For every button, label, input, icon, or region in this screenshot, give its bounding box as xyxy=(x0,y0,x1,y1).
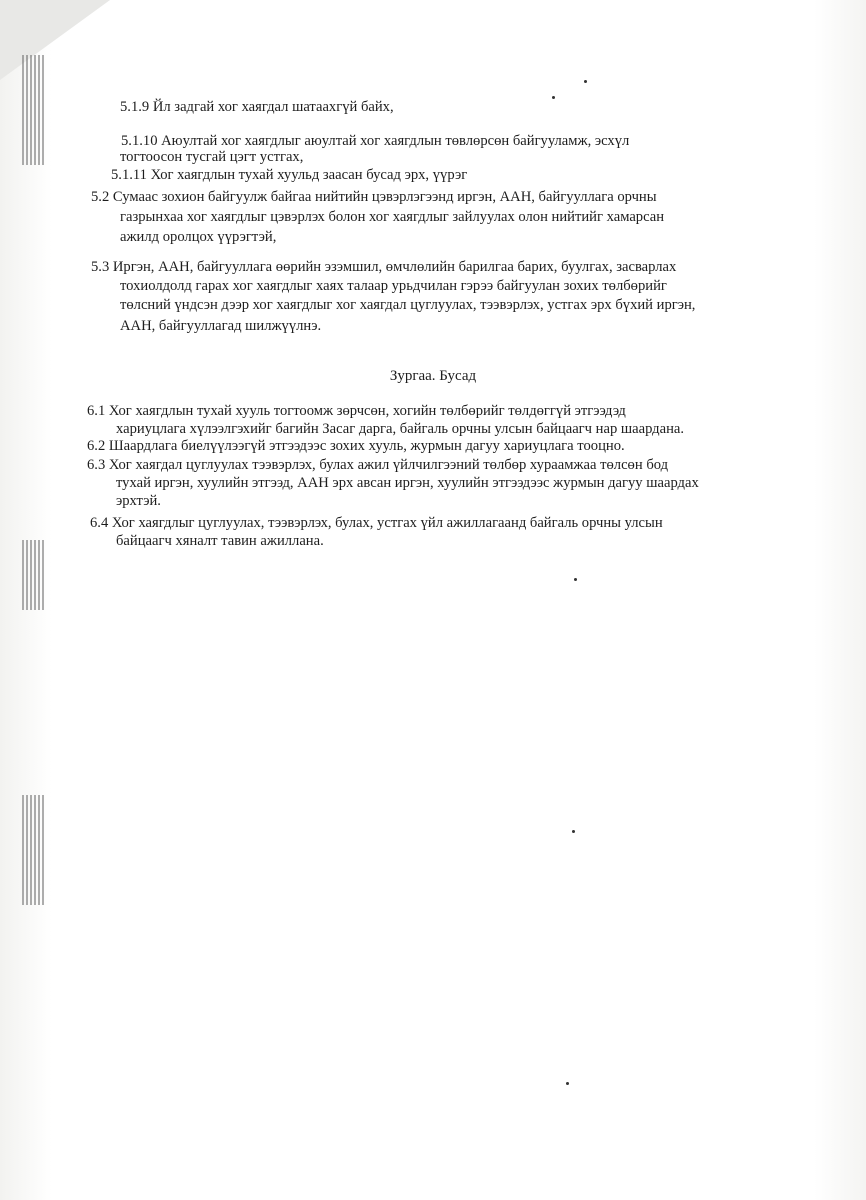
item-5-2-line-3: ажилд оролцох үүрэгтэй, xyxy=(120,229,277,245)
section-heading: Зургаа. Бусад xyxy=(389,368,477,384)
item-5-3-line-3: төлсний үндсэн дээр хог хаягдлыг хог хаягдал цуглуулах, тээвэрлэх, устгах эрх бүхий иргэн, xyxy=(120,297,696,313)
item-5-1-10-line-2: тогтоосон тусгай цэгт устгах, xyxy=(120,149,304,165)
item-6-3-line-1: 6.3 Хог хаягдал цуглуулах тээвэрлэх, булах ажил үйлчилгээний төлбөр хураамжаа төлсөн бод xyxy=(87,457,669,473)
scan-speck xyxy=(584,80,587,83)
item-6-2: 6.2 Шаардлага биелүүлээгүй этгээдээс зохих хууль, журмын дагуу хариуцлага тооцно. xyxy=(87,438,625,454)
item-6-4-line-2: байцаагч хяналт тавин ажиллана. xyxy=(116,533,324,549)
item-6-4-line-1: 6.4 Хог хаягдлыг цуглуулах, тээвэрлэх, булах, устгах үйл ажиллагаанд байгаль орчны улсын xyxy=(90,515,663,531)
item-5-3-line-1: 5.3 Иргэн, ААН, байгууллага өөрийн эзэмшил, өмчлөлийн барилгаа барих, буулгах, засварлах xyxy=(91,259,677,275)
item-5-3-line-2: тохиолдолд гарах хог хаягдлыг хаях талаар урьдчилан гэрээ байгуулан зохих төлбөрийг xyxy=(120,278,667,294)
binding-hole-mark xyxy=(22,795,44,905)
item-5-1-10-line-1: 5.1.10 Аюултай хог хаягдлыг аюултай хог хаягдлын төвлөрсөн байгууламж, эсхүл xyxy=(121,133,630,149)
item-5-1-11: 5.1.11 Хог хаягдлын тухай хуульд заасан бусад эрх, үүрэг xyxy=(111,167,468,183)
item-6-3-line-3: эрхтэй. xyxy=(116,493,161,509)
item-6-1-line-2: хариуцлага хүлээлгэхийг багийн Засаг дарга, байгаль орчны улсын байцаагч нар шаардана. xyxy=(116,421,685,437)
item-5-2-line-1: 5.2 Сумаас зохион байгуулж байгаа нийтийн цэвэрлэгээнд иргэн, ААН, байгууллага орчны xyxy=(91,189,657,205)
page-corner-fold xyxy=(0,0,110,80)
item-5-1-9: 5.1.9 Йл задгай хог хаягдал шатаахгүй байх, xyxy=(120,99,394,115)
scan-speck xyxy=(572,830,575,833)
scan-speck xyxy=(566,1082,569,1085)
binding-hole-mark xyxy=(22,540,44,610)
item-6-1-line-1: 6.1 Хог хаягдлын тухай хууль тогтоомж зөрчсөн, хогийн төлбөрийг төлдөггүй этгээдэд xyxy=(87,403,626,419)
scan-speck xyxy=(574,578,577,581)
item-6-3-line-2: тухай иргэн, хуулийн этгээд, ААН эрх авсан иргэн, хуулийн этгээдээс журмын дагуу шаардах xyxy=(116,475,699,491)
scan-speck xyxy=(552,96,555,99)
item-5-3-line-4: ААН, байгууллагад шилжүүлнэ. xyxy=(120,318,322,334)
binding-hole-mark xyxy=(22,55,44,165)
item-5-2-line-2: газрынхаа хог хаягдлыг цэвэрлэх болон хог хаягдлыг зайлуулах олон нийтийг хамарсан xyxy=(120,209,665,225)
